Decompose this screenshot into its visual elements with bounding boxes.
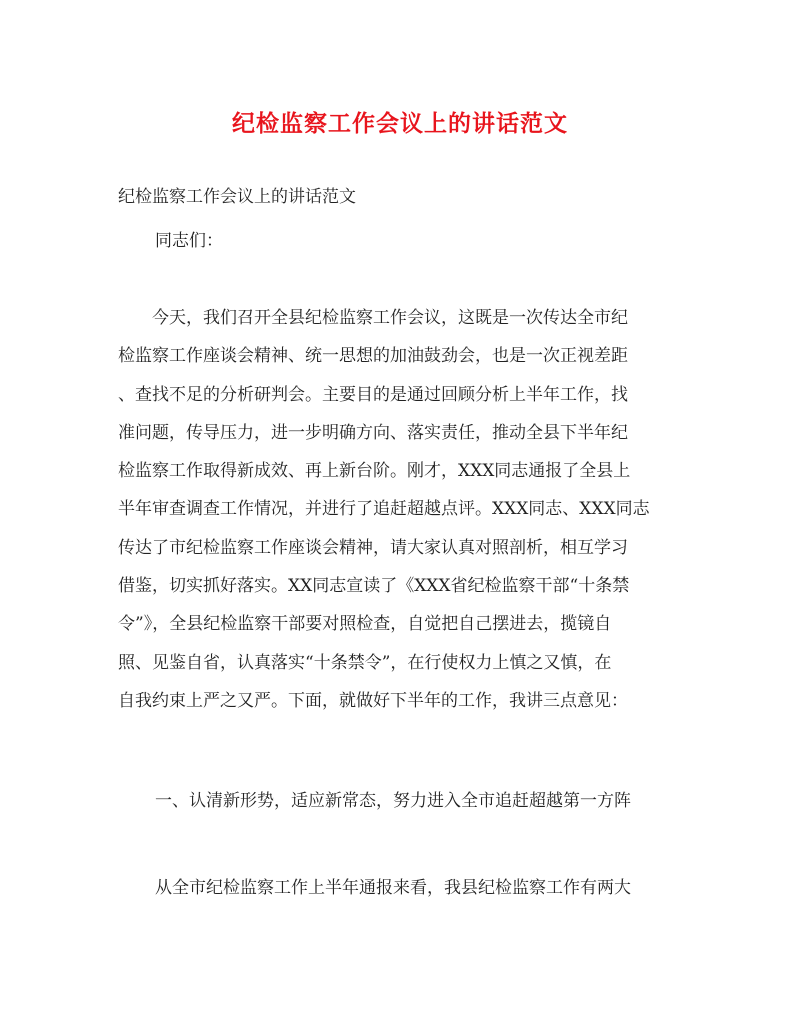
paragraph-line: 准问题，传导压力，进一步明确方向、落实责任，推动全县下半年纪 — [118, 422, 628, 443]
body-paragraph-1 — [118, 299, 678, 720]
paragraph-line: 照、见鉴自省，认真落实“十条禁令”，在行使权力上慎之又慎，在 — [118, 652, 612, 673]
paragraph-line: 自我约束上严之又严。下面，就做好下半年的工作，我讲三点意见： — [118, 690, 628, 711]
paragraph-line: 传达了市纪检监察工作座谈会精神，请大家认真对照剖析，相互学习 — [118, 537, 628, 558]
document-title: 纪检监察工作会议上的讲话范文 — [232, 110, 568, 137]
paragraph-line: 半年审查调查工作情况，并进行了追赶超越点评。XXX同志、XXX同志 — [118, 499, 650, 520]
body-paragraph-2-line: 从全市纪检监察工作上半年通报来看，我县纪检监察工作有两大 — [155, 878, 631, 898]
document-subtitle: 纪检监察工作会议上的讲话范文 — [118, 187, 356, 207]
paragraph-line: 检监察工作取得新成效、再上新台阶。刚才，XXX同志通报了全县上 — [118, 461, 631, 482]
greeting-text: 同志们： — [155, 231, 223, 251]
paragraph-line: 今天，我们召开全县纪检监察工作会议，这既是一次传达全市纪 — [118, 308, 628, 328]
paragraph-line: 令”》，全县纪检监察干部要对照检查，自觉把自己摆进去，揽镜自 — [118, 614, 612, 635]
section-heading-1: 一、认清新形势，适应新常态，努力进入全市追赶超越第一方阵 — [155, 791, 631, 811]
paragraph-line: 检监察工作座谈会精神、统一思想的加油鼓劲会，也是一次正视差距 — [118, 346, 628, 367]
paragraph-line: 、查找不足的分析研判会。主要目的是通过回顾分析上半年工作，找 — [118, 384, 628, 405]
paragraph-line: 借鉴，切实抓好落实。XX同志宣读了《XXX省纪检监察干部“十条禁 — [118, 576, 630, 597]
